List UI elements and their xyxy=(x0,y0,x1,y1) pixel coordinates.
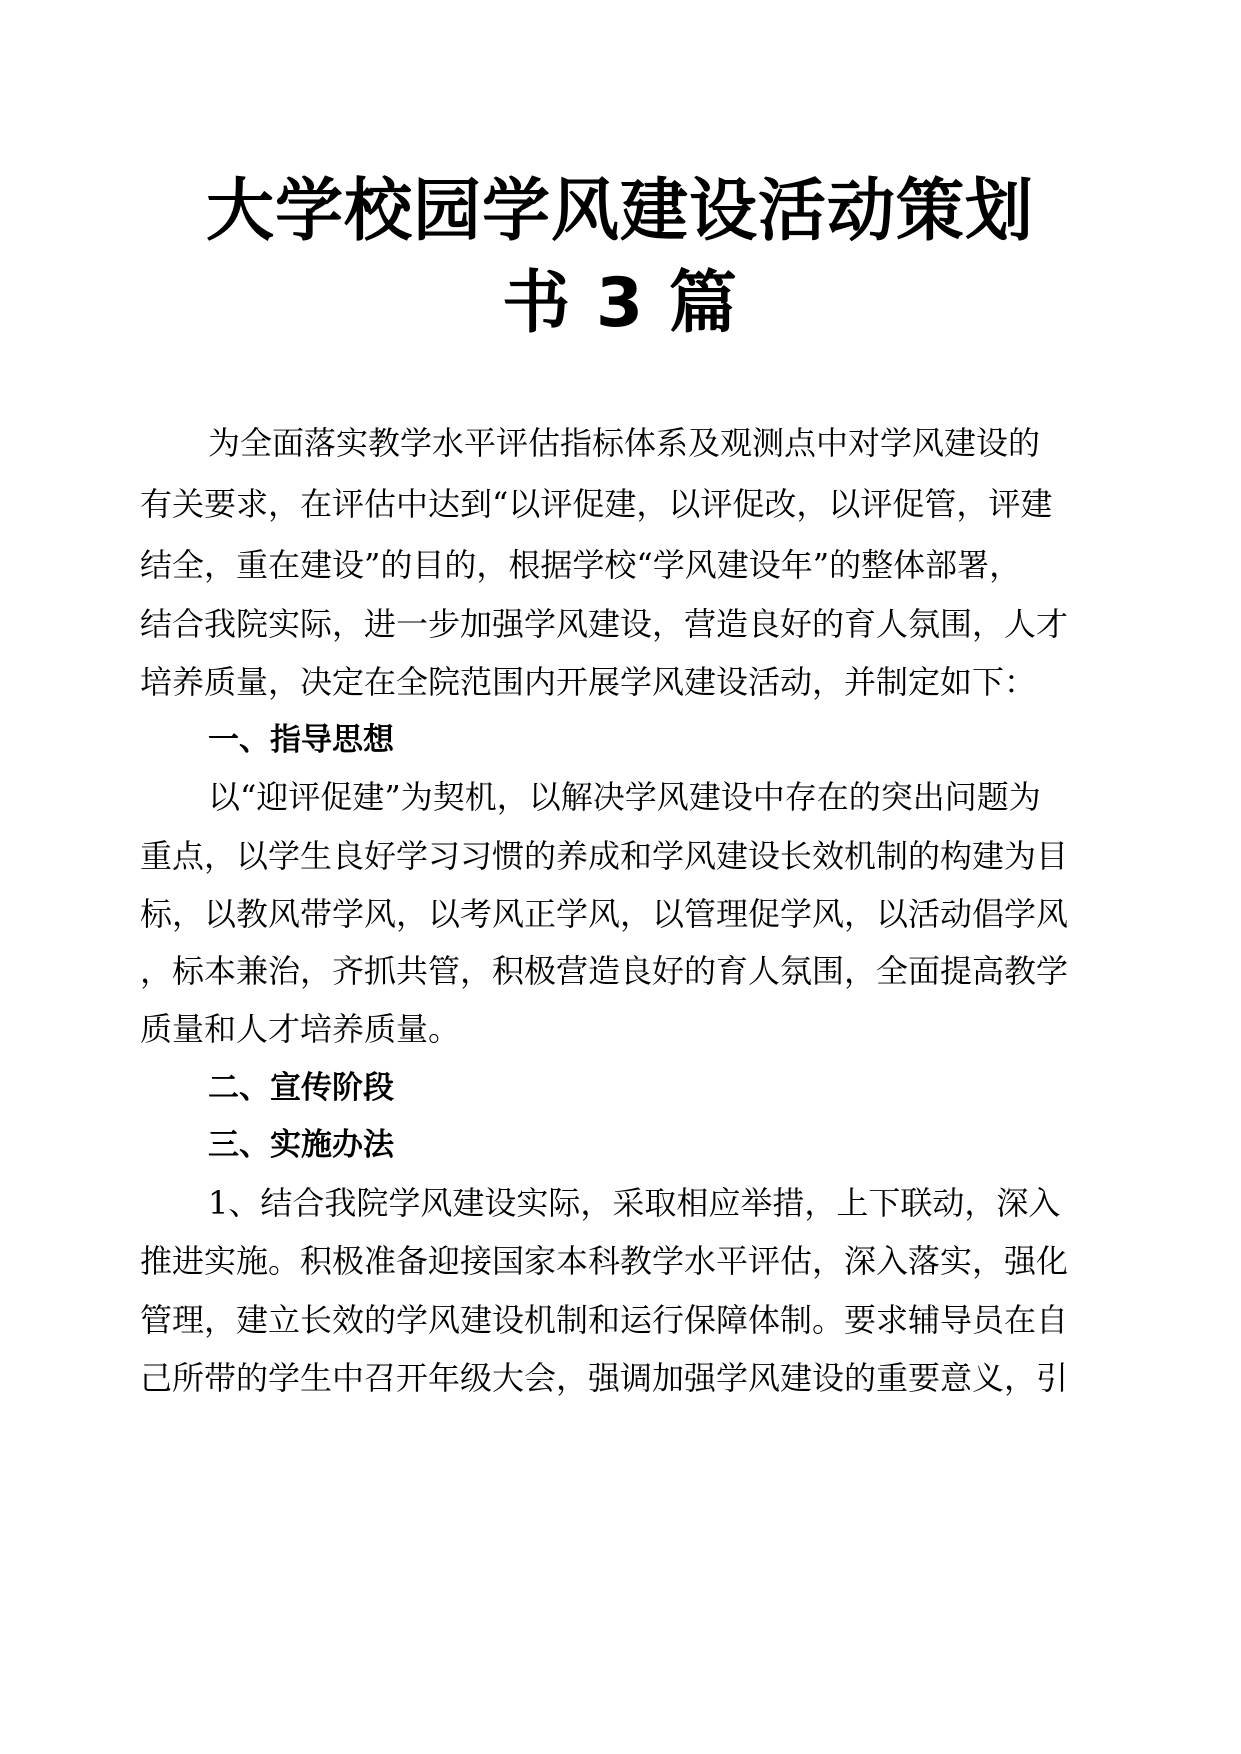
intro-line-3: 结全，重在建设”的目的，根据学校“学风建设年”的整体部署， xyxy=(140,546,1022,584)
section-heading-guiding-ideology: 一、指导思想 xyxy=(208,722,394,758)
intro-line-1: 为全面落实教学水平评估指标体系及观测点中对学风建设的 xyxy=(208,424,1041,462)
section1-line-4: ，标本兼治，齐抓共管，积极营造良好的育人氛围，全面提高教学 xyxy=(140,952,1069,990)
section1-line-1: 以“迎评促建”为契机，以解决学风建设中存在的突出问题为 xyxy=(208,778,1041,816)
section1-line-5: 质量和人才培养质量。 xyxy=(140,1010,461,1048)
section3-line-4: 己所带的学生中召开年级大会，强调加强学风建设的重要意义，引 xyxy=(140,1359,1069,1397)
document-title-line-1: 大学校园学风建设活动策划 xyxy=(205,172,1034,251)
section1-line-2: 重点，以学生良好学习习惯的养成和学风建设长效机制的构建为目 xyxy=(140,837,1069,875)
section3-line-3: 管理，建立长效的学风建设机制和运行保障体制。要求辅导员在自 xyxy=(140,1301,1069,1339)
section3-line-2: 推进实施。积极准备迎接国家本科教学水平评估，深入落实，强化 xyxy=(140,1242,1069,1280)
intro-line-2: 有关要求，在评估中达到“以评促建，以评促改，以评促管，评建 xyxy=(140,485,1053,523)
section1-line-3: 标，以教风带学风，以考风正学风，以管理促学风，以活动倡学风 xyxy=(140,895,1069,933)
document-title-line-2: 书 3 篇 xyxy=(502,264,738,343)
intro-line-4: 结合我院实际，进一步加强学风建设，营造良好的育人氛围，人才 xyxy=(140,605,1069,643)
section-heading-publicity-stage: 二、宣传阶段 xyxy=(208,1070,394,1106)
intro-line-5: 培养质量，决定在全院范围内开展学风建设活动，并制定如下： xyxy=(140,663,1037,701)
section-heading-implementation: 三、实施办法 xyxy=(208,1127,394,1163)
section3-line-1: 1、结合我院学风建设实际，采取相应举措，上下联动，深入 xyxy=(208,1184,1061,1222)
